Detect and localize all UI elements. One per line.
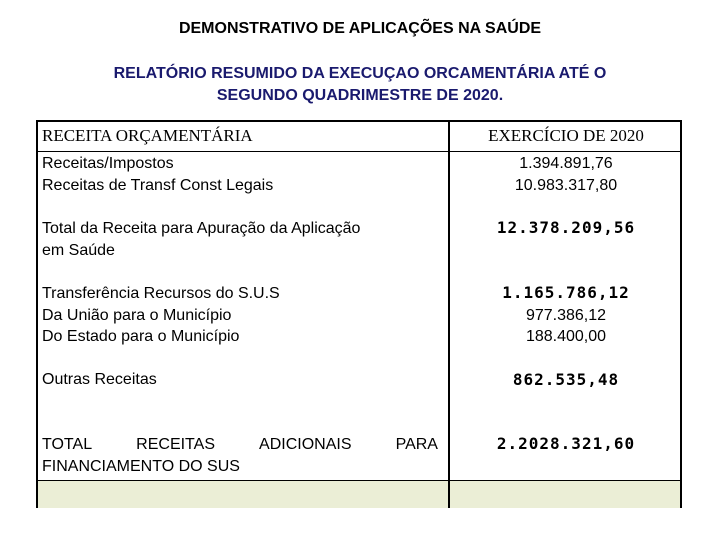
footer-row bbox=[38, 480, 680, 508]
row-impostos-label: Receitas/Impostos bbox=[42, 155, 174, 172]
total-apuracao-line-2: em Saúde bbox=[42, 242, 115, 259]
page-title: DEMONSTRATIVO DE APLICAÇÕES NA SAÚDE bbox=[178, 20, 542, 37]
total-adicionais-label bbox=[42, 434, 442, 478]
word-total: TOTAL bbox=[42, 436, 93, 453]
outras-label: Outras Receitas bbox=[42, 371, 157, 388]
footer-column-divider bbox=[448, 480, 450, 508]
footer-divider bbox=[38, 480, 680, 481]
total-adicionais-line-2: FINANCIAMENTO DO SUS bbox=[42, 458, 240, 475]
sus-uniao-label: Da União para o Município bbox=[42, 307, 232, 324]
word-adicionais: ADICIONAIS bbox=[259, 436, 352, 453]
total-apuracao-line-1: Total da Receita para Apuração da Aplicação bbox=[42, 220, 361, 237]
sus-label: Transferência Recursos do S.U.S bbox=[42, 285, 280, 302]
total-adicionais-line-1 bbox=[42, 434, 438, 456]
subtitle-line-2: SEGUNDO QUADRIMESTRE DE 2020. bbox=[216, 87, 504, 104]
total-apuracao-value: 12.378.209,56 bbox=[496, 218, 636, 237]
row-impostos-value: 1.394.891,76 bbox=[519, 155, 613, 172]
sus-estado-label: Do Estado para o Município bbox=[42, 328, 240, 345]
sus-estado-value: 188.400,00 bbox=[525, 328, 607, 345]
row-transf-label: Receitas de Transf Const Legais bbox=[42, 177, 274, 194]
row-transf-value: 10.983.317,80 bbox=[514, 177, 618, 194]
report-subtitle bbox=[60, 63, 660, 107]
total-apuracao-label bbox=[42, 218, 442, 262]
revenue-table bbox=[36, 120, 682, 508]
word-para: PARA bbox=[395, 436, 438, 453]
word-receitas: RECEITAS bbox=[136, 436, 215, 453]
header-divider bbox=[38, 151, 680, 152]
total-adicionais-value: 2.2028.321,60 bbox=[496, 434, 636, 453]
sus-uniao-value: 977.386,12 bbox=[525, 307, 607, 324]
col-header-exercicio: EXERCÍCIO DE 2020 bbox=[488, 126, 644, 145]
col-header-receita: RECEITA ORÇAMENTÁRIA bbox=[42, 126, 253, 145]
subtitle-line-1: RELATÓRIO RESUMIDO DA EXECUÇAO ORCAMENTÁRIA ATÉ O bbox=[113, 65, 607, 82]
sus-value: 1.165.786,12 bbox=[502, 283, 630, 302]
outras-value: 862.535,48 bbox=[512, 370, 620, 389]
column-divider bbox=[448, 122, 450, 506]
